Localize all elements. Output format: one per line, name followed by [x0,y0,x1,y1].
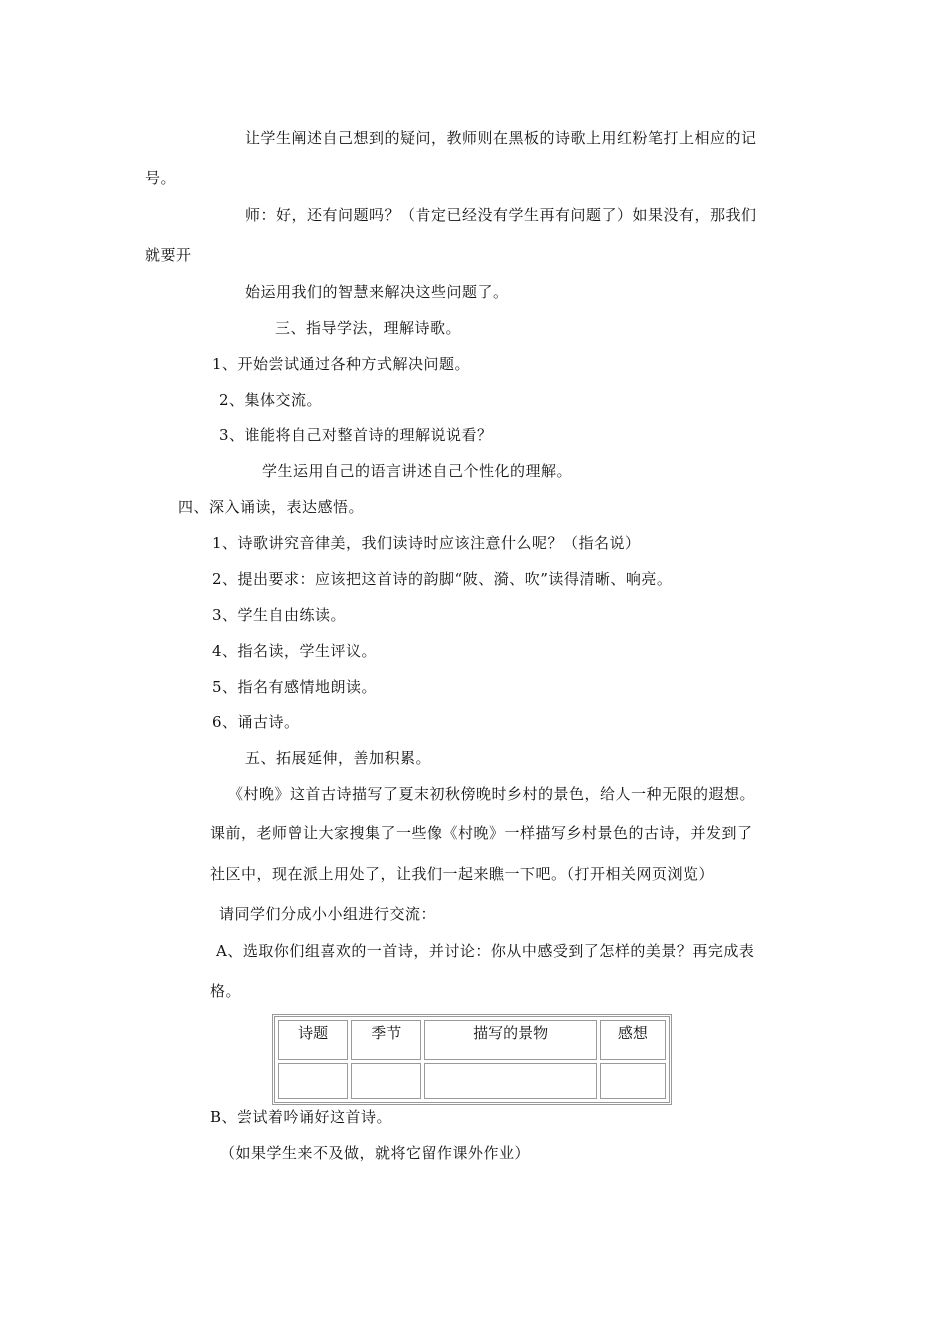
list-item: 6、诵古诗。 [212,713,300,731]
section-heading: 四、深入诵读，表达感悟。 [178,498,365,516]
table-header-cell: 描写的景物 [424,1020,596,1060]
paragraph-line: 始运用我们的智慧来解决这些问题了。 [245,283,509,301]
paragraph-line: 号。 [145,169,177,187]
table-header-cell: 季节 [351,1020,421,1060]
paragraph-line: 社区中，现在派上用处了，让我们一起来瞧一下吧。（打开相关网页浏览） [210,865,715,883]
table-row [278,1063,666,1099]
table-header-row [278,1020,666,1060]
list-item: 3、学生自由练读。 [212,606,347,624]
table-cell [600,1063,666,1099]
paragraph-line: 请同学们分成小小组进行交流： [219,905,437,923]
paragraph-line: 课前，老师曾让大家搜集了一些像《村晚》一样描写乡村景色的古诗，并发到了 [210,824,753,842]
table-header-cell: 诗题 [278,1020,348,1060]
table-header-cell: 感想 [600,1020,666,1060]
paragraph-line: 格。 [210,982,242,1000]
section-heading: 五、拓展延伸，善加积累。 [245,749,432,767]
worksheet-table [272,1014,672,1105]
paragraph-line: A、选取你们组喜欢的一首诗，并讨论：你从中感受到了怎样的美景？再完成表 [216,942,755,960]
table-cell [424,1063,596,1099]
list-item: 2、提出要求：应该把这首诗的韵脚“陂、漪、吹”读得清晰、响亮。 [212,570,673,588]
list-item: 2、集体交流。 [219,391,323,409]
paragraph-line: 就要开 [145,246,192,264]
paragraph-line: 让学生阐述自己想到的疑问，教师则在黑板的诗歌上用红粉笔打上相应的记 [245,129,757,147]
list-item: 5、指名有感情地朗读。 [212,678,378,696]
paragraph-line: 师：好，还有问题吗？（肯定已经没有学生再有问题了）如果没有，那我们 [245,206,757,224]
list-item: 1、开始尝试通过各种方式解决问题。 [212,355,471,373]
section-heading: 三、指导学法，理解诗歌。 [275,319,462,337]
paragraph-line: （如果学生来不及做，就将它留作课外作业） [220,1144,531,1162]
table-cell [351,1063,421,1099]
list-item: 3、谁能将自己对整首诗的理解说说看？ [219,426,493,444]
table-cell [278,1063,348,1099]
paragraph-line: 《村晚》这首古诗描写了夏末初秋傍晚时乡村的景色，给人一种无限的遐想。 [228,785,756,803]
paragraph-line: B、尝试着吟诵好这首诗。 [210,1108,393,1126]
list-item: 1、诗歌讲究音律美，我们读诗时应该注意什么呢？（指名说） [212,534,641,552]
list-item: 4、指名读，学生评议。 [212,642,378,660]
paragraph-line: 学生运用自己的语言讲述自己个性化的理解。 [262,462,573,480]
